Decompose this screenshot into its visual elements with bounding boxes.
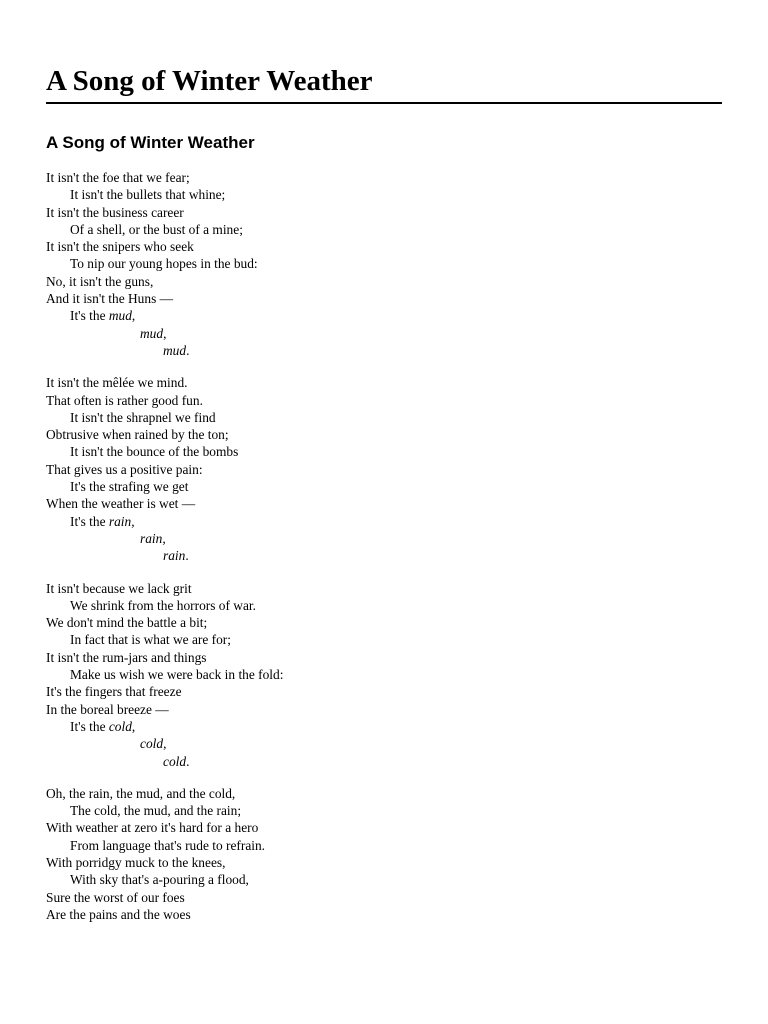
poem-line [46, 701, 722, 718]
poem-line-text: In the boreal breeze — [46, 701, 169, 717]
poem-line-punctuation: . [186, 753, 190, 769]
poem-line-text: No, it isn't the guns, [46, 273, 154, 289]
poem-line [46, 819, 722, 836]
document-page [46, 0, 722, 938]
poem-line [46, 785, 722, 802]
poem-line-text: It's the [70, 718, 109, 734]
poem-line-text: It's the [70, 308, 109, 324]
poem-line [46, 802, 722, 819]
poem-line-punctuation: . [185, 548, 189, 564]
poem-line [46, 221, 722, 238]
poem-line-text: That often is rather good fun. [46, 392, 203, 408]
poem-line [46, 307, 722, 324]
poem-line-punctuation: . [186, 342, 190, 358]
poem-line-text: We shrink from the horrors of war. [70, 597, 256, 613]
poem-line-emphasis: mud [163, 342, 187, 358]
poem-line [46, 238, 722, 255]
poem-line-text: The cold, the mud, and the rain; [70, 803, 242, 819]
poem-line-text: Sure the worst of our foes [46, 889, 185, 905]
poem-line [46, 666, 722, 683]
poem-line-text: It isn't the business career [46, 204, 184, 220]
poem-line-text: With sky that's a-pouring a flood, [70, 872, 249, 888]
poem-line-text: It isn't the foe that we fear; [46, 170, 190, 185]
poem-line [46, 392, 722, 409]
poem-line-text: Make us wish we were back in the fold: [70, 667, 284, 683]
poem-line [46, 478, 722, 495]
poem-line-text: To nip our young hopes in the bud: [70, 256, 258, 272]
poem-line-text: It isn't the bullets that whine; [70, 187, 226, 203]
poem-line-emphasis: mud [140, 325, 164, 341]
poem-line-text: It isn't the snipers who seek [46, 239, 194, 255]
poem-line [46, 443, 722, 460]
poem-line-text: When the weather is wet — [46, 496, 196, 512]
poem-line [46, 255, 722, 272]
poem-line-text: That gives us a positive pain: [46, 461, 203, 477]
poem-stanza [46, 580, 722, 770]
poem-line [46, 374, 722, 391]
poem-line [46, 290, 722, 307]
poem-line [46, 597, 722, 614]
poem-line [46, 683, 722, 700]
poem-line-punctuation: , [162, 530, 166, 546]
poem-line-punctuation: , [131, 308, 136, 324]
poem-line-emphasis: mud [108, 308, 132, 324]
poem-line-text: It's the [70, 513, 109, 529]
poem-line-text: With porridgy muck to the knees, [46, 854, 226, 870]
poem-line-text: We don't mind the battle a bit; [46, 615, 208, 631]
poem-line-punctuation: , [131, 513, 135, 529]
poem-stanza [46, 785, 722, 923]
poem-line-text: It isn't because we lack grit [46, 580, 192, 596]
poem-line [46, 889, 722, 906]
poem-line-text: It isn't the bounce of the bombs [70, 444, 239, 460]
poem-line [46, 325, 722, 342]
poem-line-emphasis: rain [140, 530, 163, 546]
poem-line [46, 342, 722, 359]
poem-line [46, 837, 722, 854]
poem-line [46, 631, 722, 648]
poem-line [46, 871, 722, 888]
poem-line-text: It's the fingers that freeze [46, 684, 182, 700]
poem-line [46, 580, 722, 597]
poem-line [46, 906, 722, 923]
poem-line [46, 186, 722, 203]
poem-line [46, 461, 722, 478]
poem-line-text: And it isn't the Huns — [46, 291, 174, 307]
poem-line-punctuation: , [131, 718, 136, 734]
poem-line-text: Obtrusive when rained by the ton; [46, 427, 229, 443]
poem-line [46, 169, 722, 186]
poem-line [46, 495, 722, 512]
poem-line-emphasis: cold [108, 718, 132, 734]
poem-line [46, 718, 722, 735]
poem-stanza [46, 169, 722, 359]
poem-line [46, 614, 722, 631]
poem-line-text: It isn't the mêlée we mind. [46, 375, 188, 391]
poem-line-emphasis: cold [140, 736, 164, 752]
poem-line-emphasis: rain [108, 513, 132, 529]
poem-line-text: Oh, the rain, the mud, and the cold, [46, 785, 236, 801]
poem-line [46, 649, 722, 666]
poem-line [46, 735, 722, 752]
poem-line-text: In fact that is what we are for; [70, 632, 231, 648]
poem-line-text: It's the strafing we get [70, 479, 189, 495]
poem-line [46, 409, 722, 426]
poem-line-emphasis: rain [163, 548, 186, 564]
poem-line-punctuation: , [163, 736, 167, 752]
poem-body [46, 169, 722, 923]
poem-line-text: Are the pains and the woes [46, 906, 191, 922]
poem-line-text: It isn't the rum-jars and things [46, 649, 207, 665]
poem-line [46, 854, 722, 871]
poem-line [46, 513, 722, 530]
poem-line [46, 204, 722, 221]
poem-line [46, 530, 722, 547]
poem-line-text: With weather at zero it's hard for a hero [46, 820, 259, 836]
poem-line-punctuation: , [163, 325, 167, 341]
poem-line [46, 547, 722, 564]
poem-line-emphasis: cold [163, 753, 187, 769]
poem-line [46, 426, 722, 443]
poem-line-text: Of a shell, or the bust of a mine; [70, 221, 243, 237]
poem-line-text: From language that's rude to refrain. [70, 837, 266, 853]
poem-line [46, 273, 722, 290]
poem-stanza [46, 374, 722, 564]
poem-title: A Song of Winter Weather [46, 133, 255, 152]
document-title: A Song of Winter Weather [46, 0, 722, 104]
poem-line-text: It isn't the shrapnel we find [70, 409, 216, 425]
poem-line [46, 753, 722, 770]
